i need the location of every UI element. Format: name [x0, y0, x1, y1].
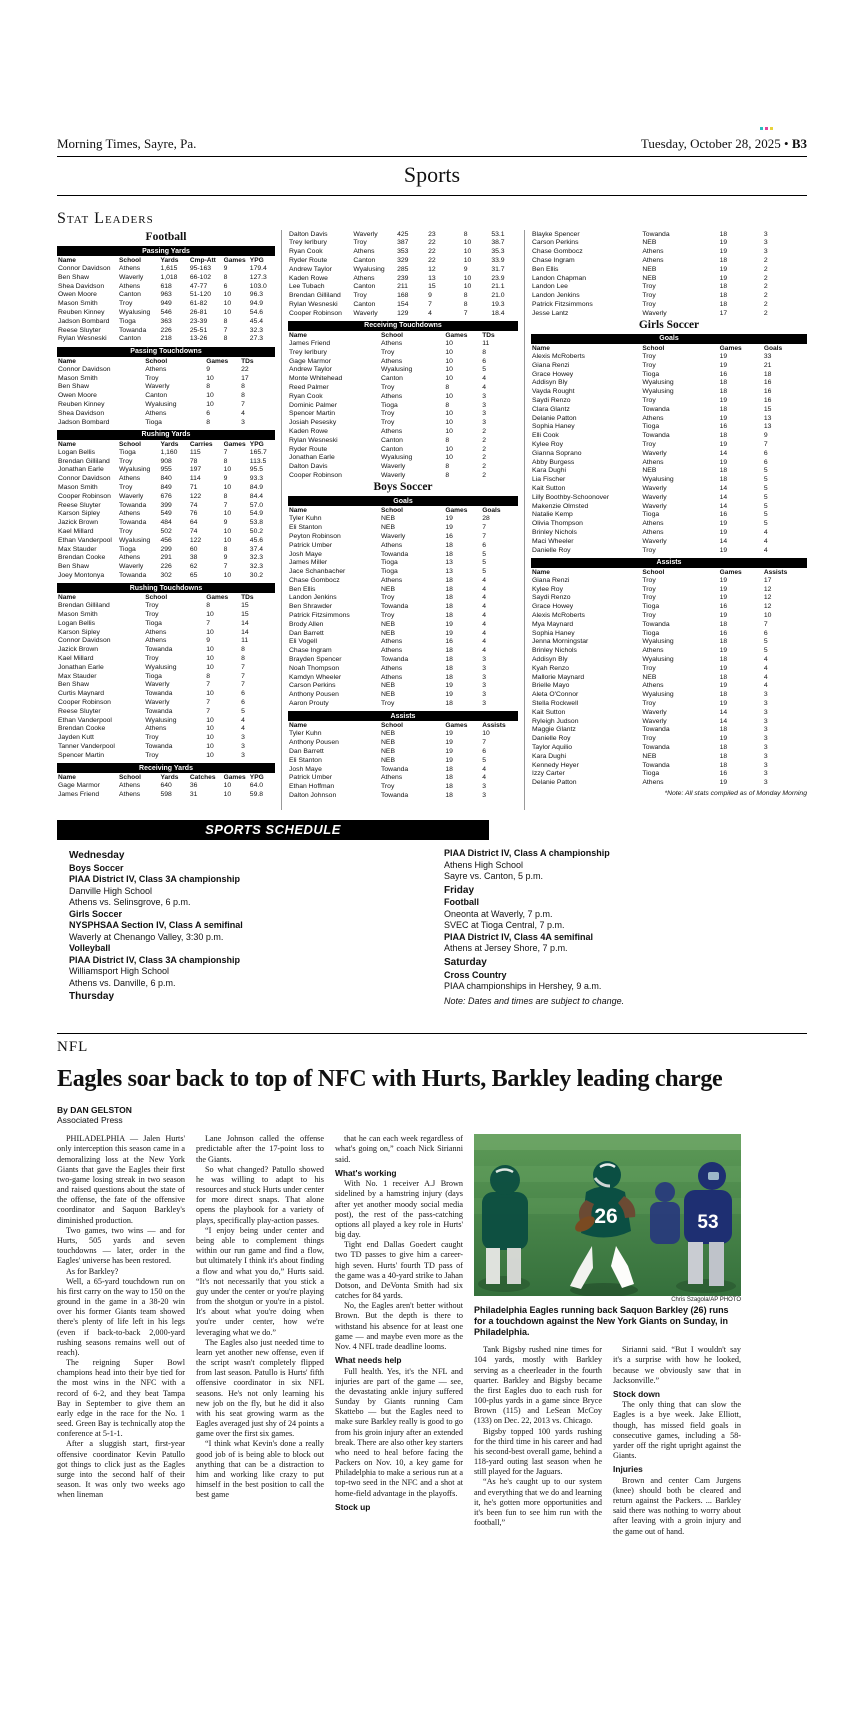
- table-row: Saydi Renzo Troy 19 16: [532, 397, 772, 405]
- table-row: Anthony Pousen NEB 19 7: [289, 739, 486, 747]
- table-row: Dalton Johnson Towanda 18 3: [289, 791, 486, 799]
- schedule-line: SVEC at Tioga Central, 7 p.m.: [444, 920, 565, 931]
- nfl-article-section: [57, 1033, 807, 1537]
- table-row: Addisyn Bly Wyalusing 18 16: [532, 379, 772, 387]
- table-row: Connor Davidson Athens 1,615 95-163 9 179.4: [58, 265, 267, 273]
- table-row: Ben Shaw Waverly 1,018 66-102 8 127.3: [58, 273, 267, 281]
- schedule-line: Thursday: [69, 991, 115, 1003]
- passing-touchdowns-bar: Passing Touchdowns: [57, 347, 275, 357]
- schedule-line: Waverly at Chenango Valley, 3:30 p.m.: [69, 931, 224, 942]
- table-row: Landon Jenkins Troy 18 2: [532, 292, 768, 300]
- table-row: Kael Millard Troy 10 8: [58, 655, 245, 663]
- schedule-line: Wednesday: [69, 850, 125, 861]
- table-row: Chase Ingram Athens 18 4: [289, 647, 486, 655]
- stat-leaders-grid: [57, 230, 807, 810]
- table-row: Patrick Fitzsimmons Troy 18 2: [532, 300, 768, 308]
- svg-text:53: 53: [697, 1212, 719, 1234]
- article-paragraph: Tank Bigsby rushed nine times for 104 yards, mostly with Barkley serving as a cheerleader in the fourth quarter. Barkley and Bigsby became the first Eagles duo to each rush for 100-plus yards in a game since Bryce Brown (115) and LeSean McCoy (133) on Dec. 22, 2013 vs. Chicago.: [474, 1345, 602, 1426]
- table-row: Kaden Rowe Athens 239 13 10 23.9: [289, 274, 505, 282]
- rushing-touchdowns-table: [57, 593, 275, 760]
- article-paragraph: Brown and center Cam Jurgens (knee) should both be cleared and return against the Packers. ... Barkley said there was nothing to worry about after leaving with a groin injury and the game out of hand.: [613, 1475, 741, 1536]
- table-row: Natalie Kemp Tioga 16 5: [532, 511, 768, 519]
- photo-credit: Chris Szagola/AP PHOTO: [671, 1297, 741, 1304]
- table-row: Rylan Wesneski Canton 154 7 8 19.3: [289, 300, 505, 308]
- table-row: Addisyn Bly Wyalusing 18 4: [532, 656, 768, 664]
- table-row: Shea Davidson Athens 6 4: [58, 409, 245, 417]
- schedule-line: PIAA District IV, Class A championship: [444, 848, 610, 858]
- table-row: Cooper Robinson Waverly 676 122 8 84.4: [58, 492, 264, 500]
- table-header-row: Name School Games Goals: [289, 507, 501, 515]
- table-row: Ben Ellis NEB 19 2: [532, 265, 768, 273]
- article-kicker: NFL: [57, 1039, 89, 1056]
- boys-assists-table: [288, 721, 518, 800]
- table-row: Andrew Taylor Wyalusing 10 5: [289, 366, 486, 374]
- table-row: Owen Moore Canton 10 8: [58, 392, 245, 400]
- article-paragraph: Two games, two wins — and for Hurts, 505 yards and seven touchdowns — later, order in the Eagles' universe has been restored.: [57, 1225, 185, 1266]
- article-paragraph: Bigsby topped 100 yards rushing for the third time in his career and had his second-best overall game, behind a 118-yard outing last season when he still played for the Jaguars.: [474, 1426, 602, 1477]
- sports-schedule-section: [57, 820, 807, 1007]
- schedule-line: Girls Soccer: [69, 908, 123, 919]
- table-row: Josh Maye Towanda 18 4: [289, 765, 486, 773]
- table-row: James Friend Athens 10 11: [289, 340, 490, 348]
- receiving-yards-table: [57, 773, 275, 799]
- table-row: Kait Sutton Waverly 14 5: [532, 485, 768, 493]
- table-row: Kara Dughi NEB 18 3: [532, 752, 768, 760]
- girls-soccer-title: Girls Soccer: [638, 318, 700, 331]
- rushing-yards-bar: Rushing Yards: [57, 430, 275, 440]
- schedule-line: Note: Dates and times are subject to change.: [444, 995, 625, 1006]
- table-row: Karson Sipley Athens 549 76 10 54.9: [58, 510, 264, 518]
- table-row: Landon Jenkins Troy 18 4: [289, 594, 486, 602]
- passing-yards-table: [57, 256, 275, 344]
- table-row: Ben Shaw Waverly 8 8: [58, 383, 245, 391]
- receiving-yards-continued-table: [288, 230, 518, 318]
- table-row: Jonathan Earle Wyalusing 10 7: [58, 663, 245, 671]
- table-row: Kait Sutton Waverly 14 3: [532, 708, 768, 716]
- table-row: Tyler Kuhn NEB 19 28: [289, 515, 490, 523]
- table-row: Mason Smith Troy 10 17: [58, 374, 249, 382]
- schedule-line: Football: [444, 897, 479, 908]
- table-row: Connor Davidson Athens 9 22: [58, 365, 249, 373]
- table-row: Reese Sluyter Towanda 7 5: [58, 707, 245, 715]
- table-row: Tyler Kuhn NEB 19 10: [289, 730, 490, 738]
- schedule-left-column: [57, 848, 432, 1007]
- table-row: Makenzie Olmsted Waverly 14 5: [532, 502, 768, 510]
- table-row: Danielle Roy Troy 19 4: [532, 546, 768, 554]
- article-paragraph: “I enjoy being under center and being able to complement things within our run game and find a flow, but ultimately I think it's about finding a flow and what you do,” Hurts said. “It's not necessarily that you stick a guy under the center or you're playing from the shotgun or you're in a pistol. It's about what you're doing when you're under center, how we're leveraging what we do.”: [196, 1225, 324, 1337]
- table-row: Dan Barrett NEB 19 6: [289, 747, 486, 755]
- table-row: Brinley Nichols Athens 19 5: [532, 647, 768, 655]
- table-row: Mason Smith Troy 949 61-82 10 94.9: [58, 300, 264, 308]
- article-paragraph: No, the Eagles aren't better without Brown. But the depth is there to withstand his absence for at least one game — and maybe even more as the Nov. 4 NFL trade deadline looms.: [335, 1301, 463, 1351]
- table-row: Curtis Maynard Towanda 10 6: [58, 690, 245, 698]
- table-row: Ryan Cook Athens 10 3: [289, 392, 486, 400]
- table-row: Grace Howey Tioga 16 18: [532, 370, 772, 378]
- rushing-yards-table: [57, 440, 275, 580]
- boys-goals-table: [288, 506, 518, 708]
- table-row: Brendan Cooke Athens 10 4: [58, 725, 245, 733]
- table-row: Delanie Patton Athens 19 13: [532, 414, 772, 422]
- boys-assists-continued-table: [531, 230, 807, 318]
- table-row: Josiah Pesesky Troy 10 3: [289, 419, 486, 427]
- schedule-line: Athens at Jersey Shore, 7 p.m.: [444, 943, 568, 954]
- article-column-3: [335, 1134, 463, 1537]
- table-row: Alexis McRoberts Troy 19 10: [532, 612, 772, 620]
- table-row: Patrick Fitzsimmons Troy 18 4: [289, 612, 486, 620]
- schedule-line: Volleyball: [69, 943, 111, 954]
- stat-leaders-section: [57, 210, 807, 810]
- receiving-touchdowns-bar: Receiving Touchdowns: [288, 321, 518, 331]
- table-row: Delanie Patton Athens 19 3: [532, 779, 768, 787]
- article-paragraph: Well, a 65-yard touchdown run on his first carry on the way to 150 on the ground in the game in a 38-20 win over his former Giants team showed there's plenty of life left in his legs (even if back-to-back 2,000-yard rushing seasons remains well out of reach).: [57, 1276, 185, 1357]
- table-row: Brendan Cooke Athens 291 38 9 32.3: [58, 554, 264, 562]
- schedule-line: Oneonta at Waverly, 7 p.m.: [444, 908, 553, 919]
- table-row: Izzy Carter Tioga 16 3: [532, 770, 768, 778]
- table-header-row: Name School Games Assists: [532, 568, 788, 576]
- table-row: Landon Lee Troy 18 2: [532, 283, 768, 291]
- table-row: Brody Allen NEB 19 4: [289, 620, 486, 628]
- table-row: Ryder Route Canton 329 22 10 33.9: [289, 256, 505, 264]
- table-row: Max Stauder Tioga 8 7: [58, 672, 245, 680]
- table-row: Blayke Spencer Towanda 18 3: [532, 230, 768, 238]
- table-row: Andrew Taylor Wyalusing 285 12 9 31.7: [289, 265, 505, 273]
- table-row: Peyton Robinson Waverly 16 7: [289, 532, 486, 540]
- boys-assists-bar: Assists: [288, 711, 518, 721]
- article-paragraph: After a sluggish start, first-year offensive coordinator Kevin Patullo got things to click just as the Eagles surge into the second half of their season. It was only two weeks ago when lineman: [57, 1439, 185, 1500]
- article-column-2: [196, 1134, 324, 1537]
- table-row: Brielle Mayo Athens 19 4: [532, 682, 768, 690]
- passing-touchdowns-table: [57, 357, 275, 427]
- table-row: Gage Marmor Athens 640 36 10 64.0: [58, 782, 264, 790]
- article-paragraph: Full health. Yes, it's the NFL and injuries are part of the game — see, the devastating ankle injury suffered Sunday by Giants running Cam Skattebo — but the Eagles need to make sure Barkley really is good to go from his groin injury after an extended break. There are also other key starters who need to heal before facing the Packers on Nov. 10, a key game for Philadelphia to make a serious run at a top-two seed in the NFC and a shot at home-field advantage in the playoffs.: [335, 1366, 463, 1498]
- masthead-date: Tuesday, October 28, 2025 •: [640, 136, 792, 151]
- table-row: Trey Ierlbury Troy 387 22 10 38.7: [289, 239, 505, 247]
- table-row: Gage Marmor Athens 10 6: [289, 357, 486, 365]
- schedule-line: Athens vs. Danville, 6 p.m.: [69, 977, 176, 988]
- boys-soccer-title: Boys Soccer: [373, 481, 433, 494]
- table-row: Ethan Vanderpool Wyalusing 456 122 10 45.6: [58, 536, 264, 544]
- stats-column-3: [524, 230, 807, 810]
- table-row: Gianna Soprano Waverly 14 6: [532, 449, 768, 457]
- article-column-5: [613, 1345, 741, 1537]
- table-row: Patrick Umber Athens 18 4: [289, 774, 486, 782]
- table-row: Lilly Boothby-Schoonover Waverly 14 5: [532, 493, 768, 501]
- table-row: Cooper Robinson Waverly 7 6: [58, 699, 245, 707]
- table-row: Eli Stanton NEB 19 5: [289, 756, 486, 764]
- table-row: Brendan Gilliland Troy 908 78 8 113.5: [58, 457, 267, 465]
- article-paragraph: As for Barkley?: [66, 1266, 119, 1276]
- schedule-line: Boys Soccer: [69, 862, 124, 873]
- table-row: Giana Renzi Troy 19 21: [532, 361, 772, 369]
- table-header-row: Name School Yards Catches Games YPG: [58, 774, 264, 782]
- girls-goals-bar: Goals: [531, 334, 807, 344]
- table-row: Joey Montonya Towanda 302 65 10 30.2: [58, 572, 264, 579]
- article-column-4: [474, 1345, 602, 1537]
- table-row: Mason Smith Troy 849 71 10 84.9: [58, 484, 264, 492]
- article-paragraph: The Eagles also just needed time to learn yet another new offense, even if the script wasn't completely flipped from last season. Patullo is Hurts' fifth offensive coordinator in six NFL seasons. He's not only learning his new job on the fly, but he did it also with his seat growing warm as the Eagles averaged just shy of 24 points a game over the first six games.: [196, 1337, 324, 1439]
- article-subhead: What's working: [335, 1167, 397, 1178]
- boys-goals-bar: Goals: [288, 496, 518, 506]
- table-row: Kylee Roy Troy 19 7: [532, 441, 768, 449]
- schedule-line: Saturday: [444, 956, 487, 968]
- table-row: James Friend Athens 598 31 10 59.8: [58, 790, 264, 798]
- table-row: Sophia Haney Tioga 16 6: [532, 629, 768, 637]
- table-row: Owen Moore Canton 963 51-120 10 96.3: [58, 291, 264, 299]
- girls-goals-table: [531, 344, 807, 555]
- table-row: Elli Cook Towanda 18 9: [532, 432, 768, 440]
- table-row: Jazick Brown Towanda 10 8: [58, 646, 245, 654]
- article-paragraph: “I think what Kevin's done a really good job of is being able to block out anything that can be a distraction to him and working like crazy to put himself in the best position to call the best game: [196, 1439, 324, 1500]
- table-row: Saydi Renzo Troy 19 12: [532, 594, 772, 602]
- schedule-line: PIAA championships in Hershey, 9 a.m.: [444, 981, 602, 992]
- article-paragraph: Lane Johnson called the offense predictable after the 17-point loss to the Giants.: [196, 1134, 324, 1164]
- passing-yards-bar: Passing Yards: [57, 246, 275, 256]
- article-subhead: Stock down: [613, 1388, 660, 1399]
- sports-schedule-banner: SPORTS SCHEDULE: [57, 820, 489, 840]
- receiving-touchdowns-table: [288, 331, 518, 480]
- section-title: Sports: [57, 157, 807, 196]
- schedule-line: PIAA District IV, Class 4A semifinal: [444, 931, 594, 942]
- table-row: Max Stauder Tioga 299 60 8 37.4: [58, 545, 264, 553]
- article-paragraph: “As he's caught up to our system and everything that we do and learning it, he's gotten more opportunities and it's been fun to see him run with the football,”: [474, 1477, 602, 1528]
- table-row: Dalton Davis Waverly 8 2: [289, 463, 486, 471]
- table-row: Spencer Martin Troy 10 3: [58, 751, 245, 759]
- article-paragraph: Tight end Dallas Goedert caught two TD passes to give him a career-high seven. Hurts' fourth TD pass of the game was a 40-yard strike to Jahan Dotson, and DeVonta Smith had six catches for 84 yards.: [335, 1240, 463, 1301]
- table-header-row: Name School Games Assists: [289, 722, 506, 730]
- table-row: Kara Dughi NEB 18 5: [532, 467, 768, 475]
- article-column-1: [57, 1134, 185, 1537]
- football-photo-illustration: [474, 1134, 741, 1296]
- table-row: Brendan Gilliland Troy 8 15: [58, 602, 249, 610]
- table-row: Ethan Vanderpool Wyalusing 10 4: [58, 716, 245, 724]
- table-header-row: Name School Yards Carries Games YPG: [58, 440, 264, 448]
- article-body: [57, 1134, 807, 1537]
- table-row: Aaron Prouty Troy 18 3: [289, 700, 486, 708]
- schedule-line: Friday: [444, 884, 475, 896]
- article-byline: By DAN GELSTON: [57, 1105, 132, 1116]
- schedule-right-column: [432, 848, 807, 1007]
- table-row: Mallorie Maynard NEB 18 4: [532, 673, 768, 681]
- article-subhead: What needs help: [335, 1355, 402, 1366]
- table-row: Landon Chapman NEB 19 2: [532, 274, 768, 282]
- table-row: Cooper Robinson Waverly 129 4 7 18.4: [289, 309, 505, 317]
- article-subhead: Injuries: [613, 1464, 643, 1475]
- table-row: Clara Glantz Towanda 18 15: [532, 405, 772, 413]
- table-row: Karson Sipley Athens 10 14: [58, 628, 249, 636]
- table-row: James Miller Tioga 13 5: [289, 559, 486, 567]
- photo-caption: Philadelphia Eagles running back Saquon Barkley (26) runs for a touchdown against the New York Giants on Sunday, in Philadelphia.: [474, 1305, 729, 1338]
- table-row: Carson Perkins NEB 19 3: [532, 239, 768, 247]
- table-row: Patrick Umber Athens 18 6: [289, 541, 486, 549]
- article-paragraph: So what changed? Patullo showed he was willing to adapt to his resources and stuck Hurts under center for more direct snaps. That alone opens the playbook for a variety of plays, specifically play-action passes.: [196, 1164, 324, 1225]
- table-row: Josh Maye Towanda 18 5: [289, 550, 486, 558]
- table-row: Ryder Route Canton 10 2: [289, 445, 486, 453]
- schedule-line: PIAA District IV, Class 3A championship: [69, 954, 241, 965]
- table-row: Kael Millard Troy 502 74 10 50.2: [58, 528, 264, 536]
- schedule-line: Williamsport High School: [69, 966, 170, 977]
- table-row: Stella Rockwell Troy 19 3: [532, 700, 768, 708]
- girls-assists-table: [531, 568, 807, 788]
- table-row: Jayden Kutt Troy 10 3: [58, 734, 245, 742]
- table-row: Vayda Rought Wyalusing 18 16: [532, 388, 772, 396]
- stats-column-2: [281, 230, 524, 810]
- table-row: Reese Sluyter Towanda 226 25-51 7 32.3: [58, 326, 264, 334]
- masthead-publication: Morning Times, Sayre, Pa.: [57, 136, 197, 151]
- masthead-date-page: [641, 136, 807, 152]
- table-row: Grace Howey Tioga 16 12: [532, 603, 772, 611]
- article-photo-block: [474, 1134, 741, 1537]
- article-paragraph: Sirianni said. “But I wouldn't say it's a surprise with how he looked, because we obviously saw that in Jacksonville.”: [613, 1345, 741, 1385]
- table-row: Mason Smith Troy 10 15: [58, 611, 249, 619]
- table-row: Shea Davidson Athens 618 47-77 6 103.0: [58, 282, 267, 290]
- table-row: Kennedy Heyer Towanda 18 3: [532, 761, 768, 769]
- article-paragraph: The only thing that can slow the Eagles is a bye week. Jake Elliott, though, has missed field goals in consecutive games, including a 58-yarder off the right upright against the Giants.: [613, 1400, 741, 1461]
- table-row: Carson Perkins NEB 19 3: [289, 682, 486, 690]
- masthead: [57, 136, 807, 157]
- table-row: Eli Stanton NEB 19 7: [289, 524, 486, 532]
- table-row: Reuben Kinney Wyalusing 546 26-81 10 54.6: [58, 309, 264, 317]
- article-paragraph: With No. 1 receiver A.J Brown sidelined by a hamstring injury (days after yet another moody social media post), the rest of the pass-catching options all played a key role in Hurts' big day.: [335, 1179, 463, 1240]
- table-row: Chase Ingram Athens 18 2: [532, 256, 768, 264]
- table-row: Jonathan Earle Wyalusing 10 2: [289, 454, 486, 462]
- table-row: Ryleigh Judson Waverly 14 3: [532, 717, 768, 725]
- table-row: Jadson Bombard Tioga 8 3: [58, 418, 245, 426]
- table-row: Rylan Wesneski Canton 8 2: [289, 436, 486, 444]
- girls-assists-bar: Assists: [531, 558, 807, 568]
- article-headline: Eagles soar back to top of NFC with Hurts, Barkley leading charge: [57, 1066, 723, 1093]
- table-row: Abby Burgess Athens 19 6: [532, 458, 768, 466]
- table-row: Connor Davidson Athens 9 11: [58, 637, 249, 645]
- table-row: Chase Gombocz Athens 18 4: [289, 576, 486, 584]
- masthead-page-number: B3: [791, 136, 807, 151]
- table-row: Ben Shaw Waverly 7 7: [58, 681, 245, 689]
- table-header-row: Name School Games Goals: [532, 344, 783, 352]
- table-row: Jadson Bombard Tioga 363 23-39 8 45.4: [58, 317, 264, 325]
- table-row: Brendan Gilliland Troy 168 9 8 21.0: [289, 292, 505, 300]
- table-row: Chase Gombocz Athens 19 3: [532, 248, 768, 256]
- rushing-touchdowns-bar: Rushing Touchdowns: [57, 583, 275, 593]
- table-row: Connor Davidson Athens 840 114 9 93.3: [58, 475, 264, 483]
- schedule-line: Cross Country: [444, 969, 507, 980]
- table-row: Reed Palmer Troy 8 4: [289, 384, 486, 392]
- schedule-line: NYSPHSAA Section IV, Class A semifinal: [69, 920, 243, 931]
- stat-leaders-heading: Stat Leaders: [57, 210, 154, 227]
- table-row: Alexis McRoberts Troy 19 33: [532, 353, 772, 361]
- table-header-row: Name School Games TDs: [58, 357, 254, 365]
- table-row: Ethan Hoffman Troy 18 3: [289, 783, 486, 791]
- table-row: Kamdyn Wheeler Athens 18 3: [289, 673, 486, 681]
- svg-text:26: 26: [594, 1205, 618, 1229]
- table-row: Taylor Aquilio Towanda 18 3: [532, 744, 768, 752]
- table-header-row: Name School Yards Cmp-Att Games YPG: [58, 257, 264, 264]
- table-row: Jazick Brown Towanda 484 64 9 53.8: [58, 519, 264, 527]
- table-row: Monte Whitehead Canton 10 4: [289, 375, 486, 383]
- table-row: Reuben Kinney Wyalusing 10 7: [58, 400, 245, 408]
- table-row: Dalton Davis Waverly 425 23 8 53.1: [289, 230, 505, 238]
- table-row: Cooper Robinson Waverly 8 2: [289, 472, 486, 480]
- table-row: Tanner Vanderpool Towanda 10 3: [58, 743, 245, 751]
- table-row: Logan Bellis Tioga 1,160 115 7 165.7: [58, 448, 267, 456]
- table-row: Lee Tubach Canton 211 15 10 21.1: [289, 283, 505, 291]
- table-row: Jesse Lantz Waverly 17 2: [532, 309, 768, 317]
- table-row: Ben Shaw Waverly 226 62 7 32.3: [58, 563, 264, 571]
- article-paragraph: The reigning Super Bowl champions head into their bye tied for the most wins in the NFC with a record of 6-2, and they beat Tampa Bay in September to give them an early edge in the race for the No. 1 seed. Green Bay is technically atop the conference at 5-1-1.: [57, 1358, 185, 1439]
- table-row: Logan Bellis Tioga 7 14: [58, 619, 249, 627]
- table-row: Lia Fischer Wyalusing 18 5: [532, 476, 768, 484]
- table-header-row: Name School Games TDs: [58, 594, 254, 602]
- table-row: Giana Renzi Troy 19 17: [532, 576, 772, 584]
- table-row: Dan Barrett NEB 19 4: [289, 629, 486, 637]
- article-paragraph: that he can each week regardless of what's going on,” coach Nick Sirianni said.: [335, 1134, 463, 1164]
- table-row: Brayden Spencer Towanda 18 3: [289, 656, 486, 664]
- table-row: Sophia Haney Tioga 16 13: [532, 423, 772, 431]
- schedule-line: PIAA District IV, Class 3A championship: [69, 874, 241, 885]
- table-row: Kaden Rowe Athens 10 2: [289, 428, 486, 436]
- table-row: Maggie Glantz Towanda 18 3: [532, 726, 768, 734]
- table-row: Mya Maynard Towanda 18 7: [532, 620, 768, 628]
- table-row: Brinley Nichols Athens 19 4: [532, 529, 768, 536]
- table-row: Jenna Morningstar Wyalusing 18 5: [532, 638, 768, 646]
- table-row: Rylan Wesneski Canton 218 13-26 8 27.3: [58, 335, 264, 343]
- table-row: Eli Vogell Athens 16 4: [289, 638, 486, 646]
- schedule-line: Danville High School: [69, 885, 153, 896]
- article-sub-columns: [474, 1345, 741, 1537]
- table-row: Ryan Cook Athens 353 22 10 35.3: [289, 248, 505, 256]
- table-row: Kyah Renzo Troy 19 4: [532, 664, 768, 672]
- table-row: Dominic Palmer Tioga 8 3: [289, 401, 486, 409]
- stats-column-1: [57, 230, 281, 810]
- schedule-line: Sayre vs. Canton, 5 p.m.: [444, 871, 544, 882]
- table-row: Reese Sluyter Towanda 399 74 7 57.0: [58, 501, 264, 509]
- table-row: Aleta O'Connor Wyalusing 18 3: [532, 691, 768, 699]
- table-row: Noah Thompson Athens 18 3: [289, 664, 486, 672]
- table-row: Olivia Thompson Athens 19 5: [532, 520, 768, 528]
- table-row: Spencer Martin Troy 10 3: [289, 410, 486, 418]
- article-subhead: Stock up: [335, 1501, 371, 1512]
- print-registration-marks-icon: [760, 127, 773, 130]
- table-row: Jonathan Earle Wyalusing 955 197 10 95.5: [58, 466, 264, 474]
- table-row: Trey Ierlbury Troy 10 8: [289, 348, 486, 356]
- table-header-row: Name School Games TDs: [289, 331, 495, 339]
- article-paragraph: PHILADELPHIA — Jalen Hurts' only interception this season came in a demoralizing loss at the New York Giants that gave the Eagles their first two-game losing streak in two season and raised questions about the state of the offense, the fate of the offensive coordinator and Saquon Barkley's diminished production.: [57, 1134, 185, 1225]
- football-title: Football: [145, 231, 187, 243]
- table-row: Kylee Roy Troy 19 12: [532, 585, 772, 593]
- table-row: Jace Schanbacher Tioga 13 5: [289, 568, 486, 576]
- receiving-yards-bar: Receiving Yards: [57, 763, 275, 773]
- table-row: Ben Shrawder Towanda 18 4: [289, 603, 486, 611]
- article-byline-org: Associated Press: [57, 1115, 123, 1126]
- table-row: Maci Wheeler Waverly 14 4: [532, 537, 768, 545]
- schedule-columns: [57, 848, 807, 1007]
- schedule-line: Athens vs. Selinsgrove, 6 p.m.: [69, 897, 191, 908]
- schedule-line: Athens High School: [444, 859, 524, 870]
- table-row: Anthony Pousen NEB 19 3: [289, 691, 486, 699]
- table-row: Ben Ellis NEB 18 4: [289, 585, 486, 593]
- article-photo: [474, 1134, 741, 1296]
- table-row: Danielle Roy Troy 19 3: [532, 735, 768, 743]
- stats-note: *Note: All stats compiled as of Monday Morning: [664, 790, 807, 798]
